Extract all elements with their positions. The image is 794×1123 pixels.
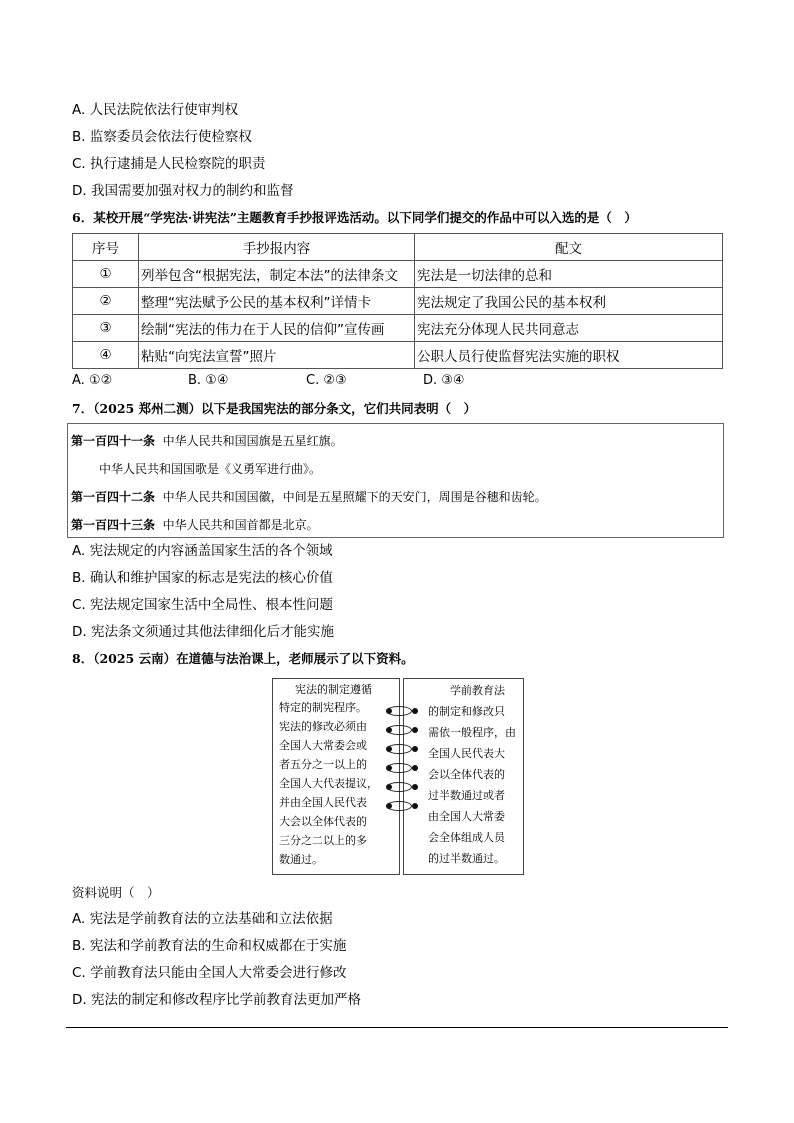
card-line: 三分之二以上的多 — [279, 834, 367, 847]
article-141-anthem — [99, 461, 321, 477]
card-line: 的过半数通过。 — [428, 852, 505, 865]
article-142 — [71, 489, 547, 505]
footer-divider — [66, 1027, 728, 1028]
article-text: 中华人民共和国首都是北京。 — [162, 518, 319, 532]
article-label: 第一百四十二条 — [71, 490, 156, 504]
header-content: 手抄报内容 — [139, 234, 415, 261]
article-143 — [71, 517, 319, 533]
row-number: ② — [73, 288, 139, 315]
q5-option-d: D. 我国需要加强对权力的制约和监督 — [72, 183, 294, 199]
binder-ring-icon — [386, 782, 412, 792]
q7-articles-box — [67, 423, 724, 538]
card-line: 全国人大常委会或 — [279, 739, 367, 752]
q6-option-d: D. ③④ — [423, 373, 465, 388]
q8-option-d: D. 宪法的制定和修改程序比学前教育法更加严格 — [72, 992, 361, 1008]
row-content: 绘制“宪法的伟力在于人民的信仰”宣传画 — [139, 315, 415, 342]
card-line: 过半数通过或者 — [428, 789, 505, 802]
row-content: 整理“宪法赋予公民的基本权利”详情卡 — [139, 288, 415, 315]
q6-stem: 6．某校开展“学宪法·讲宪法”主题教育手抄报评选活动。以下同学们提交的作品中可以入选的是（ ） — [72, 210, 637, 225]
ring-hole-dot — [412, 803, 418, 809]
q6-option-b: B. ①④ — [188, 373, 229, 388]
q6-table-header — [73, 234, 723, 261]
q6-option-a: A. ①② — [72, 373, 113, 388]
ring-hole-dot — [412, 727, 418, 733]
card-line: 全国人大代表提议， — [279, 777, 378, 790]
card-line: 会全体组成人员 — [428, 831, 505, 844]
row-caption: 宪法规定了我国公民的基本权利 — [415, 288, 723, 315]
card-line: 会以全体代表的 — [428, 768, 505, 781]
ring-hole-dot — [412, 765, 418, 771]
q5-option-a: A. 人民法院依法行使审判权 — [72, 102, 239, 118]
card-line: 数通过。 — [279, 853, 323, 866]
table-row — [73, 261, 723, 288]
q7-option-d: D. 宪法条文须通过其他法律细化后才能实施 — [72, 624, 334, 640]
header-number: 序号 — [73, 234, 139, 261]
q8-option-c: C. 学前教育法只能由全国人大常委会进行修改 — [72, 965, 347, 981]
notebook-left-page — [272, 678, 400, 875]
article-141 — [71, 433, 343, 449]
article-label: 第一百四十三条 — [71, 518, 156, 532]
q8-prompt: 资料说明（ ） — [72, 885, 160, 900]
binder-ring-icon — [386, 706, 412, 716]
article-label: 第一百四十一条 — [71, 434, 156, 448]
q8-option-a: A. 宪法是学前教育法的立法基础和立法依据 — [72, 911, 333, 927]
q8-option-b: B. 宪法和学前教育法的生命和权威都在于实施 — [72, 938, 347, 954]
q6-option-c: C. ②③ — [306, 373, 347, 388]
row-caption: 宪法是一切法律的总和 — [415, 261, 723, 288]
card-line: 宪法的修改必须由 — [279, 720, 367, 733]
row-number: ① — [73, 261, 139, 288]
ring-hole-dot — [412, 784, 418, 790]
card-line: 者五分之一以上的 — [279, 758, 367, 771]
card-line: 并由全国人民代表 — [279, 796, 367, 809]
header-caption: 配文 — [415, 234, 723, 261]
table-row — [73, 315, 723, 342]
ring-hole-dot — [412, 746, 418, 752]
card-line: 大会以全体代表的 — [279, 815, 367, 828]
q8-stem: 8．（2025 云南）在道德与法治课上，老师展示了以下资料。 — [72, 651, 414, 666]
q6-table — [72, 233, 723, 369]
q7-option-b: B. 确认和维护国家的标志是宪法的核心价值 — [72, 570, 333, 586]
article-text: 中华人民共和国国徽，中间是五星照耀下的天安门，周围是谷穗和齿轮。 — [162, 490, 547, 504]
row-number: ④ — [73, 342, 139, 369]
ring-hole-dot — [412, 708, 418, 714]
row-content: 列举包含“根据宪法，制定本法”的法律条文 — [139, 261, 415, 288]
table-row — [73, 288, 723, 315]
binder-ring-icon — [386, 763, 412, 773]
card-line: 的制定和修改只 — [428, 705, 505, 718]
binder-ring-icon — [386, 801, 412, 811]
binder-ring-icon — [386, 725, 412, 735]
article-text: 中华人民共和国国歌是《义勇军进行曲》。 — [99, 462, 322, 476]
notebook-right-page — [403, 678, 524, 875]
card-line: 宪法的制定遵循 — [295, 683, 372, 696]
row-content: 粘贴“向宪法宣誓”照片 — [139, 342, 415, 369]
card-line: 由全国人大常委 — [428, 810, 505, 823]
q7-option-a: A. 宪法规定的内容涵盖国家生活的各个领域 — [72, 543, 333, 559]
row-caption: 公职人员行使监督宪法实施的职权 — [415, 342, 723, 369]
card-line: 特定的制宪程序。 — [279, 701, 367, 714]
card-line: 需依一般程序，由 — [428, 726, 516, 739]
q5-option-b: B. 监察委员会依法行使检察权 — [72, 129, 252, 145]
q7-stem: 7．（2025 郑州二测）以下是我国宪法的部分条文，它们共同表明（ ） — [72, 401, 477, 416]
table-row — [73, 342, 723, 369]
q7-option-c: C. 宪法规定国家生活中全局性、根本性问题 — [72, 597, 334, 613]
card-line: 全国人民代表大 — [428, 747, 505, 760]
article-text: 中华人民共和国国旗是五星红旗。 — [162, 434, 343, 448]
q5-option-c: C. 执行逮捕是人民检察院的职责 — [72, 156, 266, 172]
binder-ring-icon — [386, 744, 412, 754]
card-line: 学前教育法 — [450, 684, 505, 697]
row-caption: 宪法充分体现人民共同意志 — [415, 315, 723, 342]
row-number: ③ — [73, 315, 139, 342]
